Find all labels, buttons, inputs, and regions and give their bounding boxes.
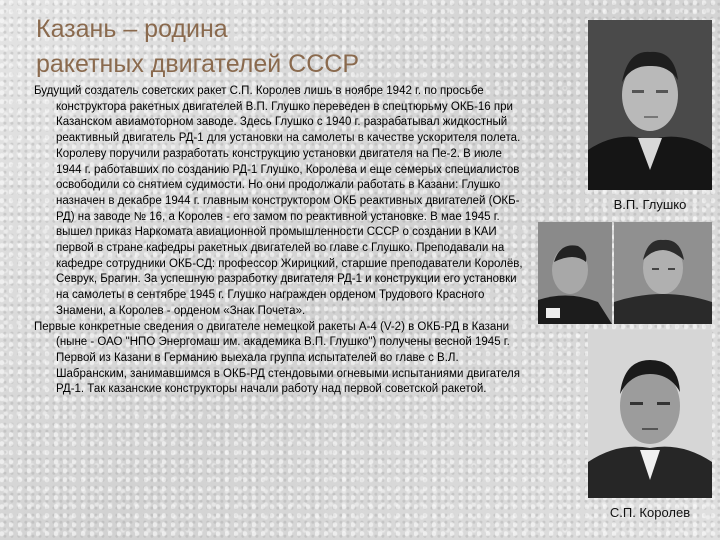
mugshot-profile-image	[538, 222, 612, 324]
paragraph-2: Первые конкретные сведения о двигателе немецкой ракеты А-4 (V-2) в ОКБ-РД в Казани (ныне - ОАО "НПО Энергомаш им. академика В.П. Глушко") получены весной 1945 г. Первой из Казани в Германию выехала группа испытателей во главе с В.Л. Шабранским, занимавшимся в ОКБ-РД стендовыми огневыми испытаниями двигателя РД-1. Так казанские конструкторы начали работу над первой советской ракетой.	[34, 320, 520, 396]
mugshot-front-image	[614, 222, 712, 324]
glushko-portrait-image	[588, 20, 712, 190]
body-text	[34, 84, 524, 398]
korolev-portrait-image	[588, 330, 712, 498]
glushko-mugshot-front-photo	[614, 222, 712, 324]
korolev-caption: С.П. Королев	[609, 505, 691, 520]
title-line-2: ракетных двигателей СССР	[36, 50, 360, 78]
glushko-mugshot-profile-photo	[538, 222, 612, 324]
paragraph-1: Будущий создатель советских ракет С.П. Королев лишь в ноябре 1942 г. по просьбе конструктора ракетных двигателей В.П. Глушко переведен в спецтюрьму ОКБ-16 при Казанском авиамоторном заводе. Здесь Глушко с 1940 г. разрабатывал жидкостный реактивный двигатель РД-1 для установки на самолеты в качестве ускорителя полета. Королеву поручили разработать конструкцию установки двигателя на Пе-2. В июле 1944 г. работавших по созданию РД-1 Глушко, Королева и еще семерых специалистов освободили со снятием судимости. Но они продолжали работать в Казани: Глушко назначен в декабре 1944 г. главным конструктором ОКБ реактивных двигателей (ОКБ-РД) на заводе № 16, а Королев - его замом по реактивной установке. В мае 1945 г. вышел приказ Наркомата авиационной промышленности СССР о создании в КАИ первой в стране кафедры ракетных двигателей во главе с Глушко. Преподавали на кафедре сотрудники ОКБ-СД: профессор Жирицкий, старшие преподаватели Королёв, Севрук, Брагин. За успешную разработку двигателя РД-1 и конструкции его установки на самолеты в сентябре 1945 г. Глушко награжден орденом Трудового Красного Знамени, а Королев - орденом «Знак Почета».	[34, 85, 523, 317]
korolev-portrait-photo	[588, 330, 712, 498]
slide-title	[36, 12, 456, 82]
glushko-caption: В.П. Глушко	[613, 197, 687, 212]
title-line-1: Казань – родина	[36, 15, 228, 43]
glushko-portrait-photo	[588, 20, 712, 190]
